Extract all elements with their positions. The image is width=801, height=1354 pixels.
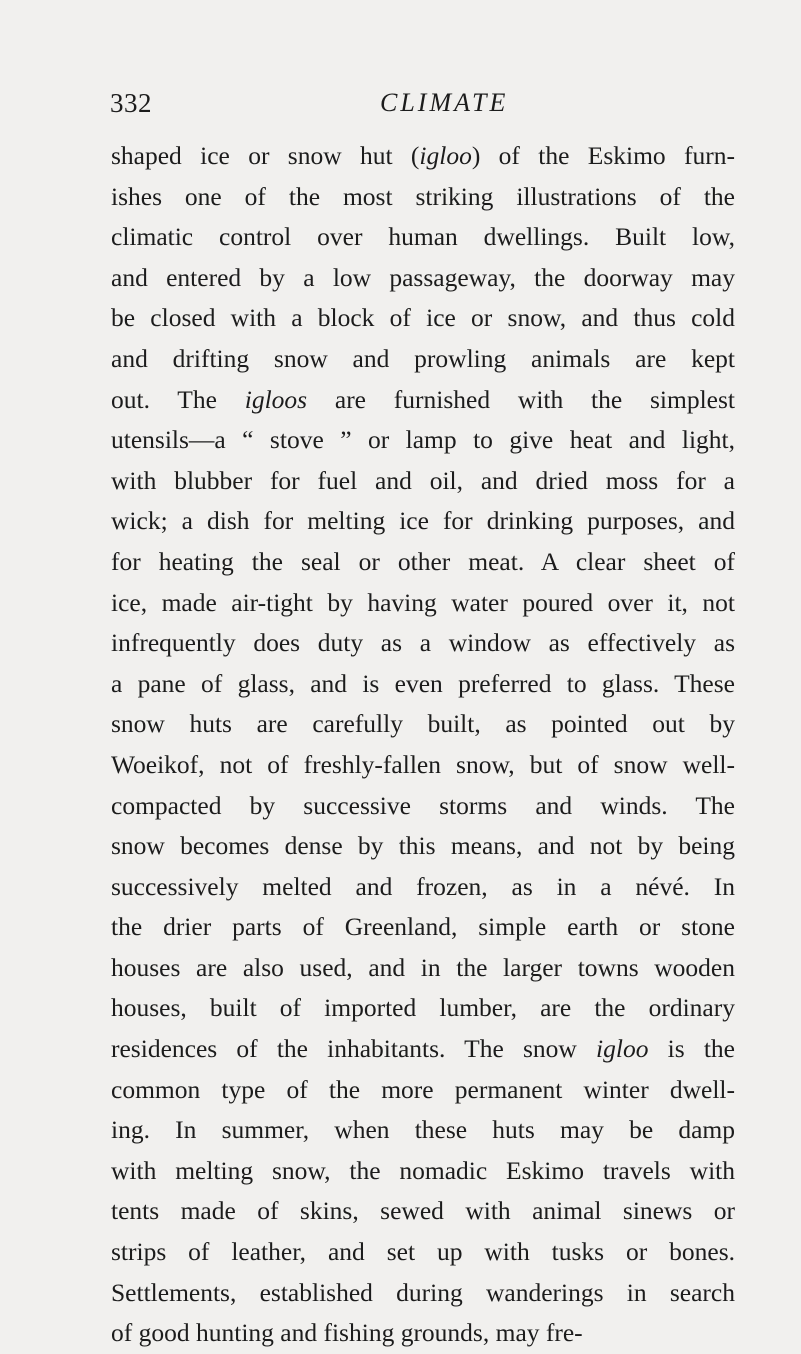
text-run: be closed with a block of ice or snow, and thus cold [111,303,735,333]
text-run: for heating the seal or other meat. A clear sheet of [111,546,735,576]
text-line [111,1232,735,1273]
text-run: of good hunting and fishing grounds, may fre- [111,1318,583,1348]
text-line [111,907,735,948]
text-run: out. The [111,384,245,414]
text-run: the drier parts of Greenland, simple earth or stone [111,912,735,942]
text-line [111,1029,735,1070]
text-line [111,867,735,908]
text-run: ishes one of the most striking illustrations of the [111,181,735,211]
text-line [111,217,735,258]
italic-term: igloo [596,1034,649,1064]
text-run: compacted by successive storms and winds. The [111,790,735,820]
text-run: Woeikof, not of freshly-fallen snow, but of snow well- [111,749,735,779]
text-line [111,1191,735,1232]
text-line [111,1151,735,1192]
text-line [111,177,735,218]
text-run: utensils—a “ stove ” or lamp to give heat and light, [111,425,735,455]
text-run: are furnished with the simplest [307,384,735,414]
text-line [111,501,735,542]
text-run: successively melted and frozen, as in a névé. In [111,871,735,901]
text-run: and drifting snow and prowling animals are kept [111,343,735,373]
text-run: and entered by a low passageway, the doorway may [111,262,735,292]
text-line [111,380,735,421]
text-run: Settlements, established during wanderings in search [111,1277,735,1307]
italic-term: igloos [244,384,308,414]
text-run: climatic control over human dwellings. Built low, [111,222,735,252]
text-line [111,826,735,867]
text-run: wick; a dish for melting ice for drinking purposes, and [111,506,735,536]
text-run: residences of the inhabitants. The snow [111,1034,597,1064]
text-line [111,1273,735,1314]
text-line [111,786,735,827]
text-run: strips of leather, and set up with tusks or bones. [111,1237,735,1267]
text-line [111,339,735,380]
text-run: ice, made air-tight by having water poured over it, not [111,587,735,617]
text-run: houses, built of imported lumber, are the ordinary [111,993,735,1023]
text-line [111,420,735,461]
text-line [111,745,735,786]
page-header [110,88,730,124]
text-line [111,136,735,177]
text-line [111,542,735,583]
page-number: 332 [110,88,152,118]
text-line [111,623,735,664]
text-run: tents made of skins, sewed with animal sinews or [111,1196,735,1226]
text-run: common type of the more permanent winter dwell- [111,1074,735,1104]
text-line [111,1313,735,1354]
running-head: CLIMATE [380,88,509,117]
text-line [111,664,735,705]
text-line [111,948,735,989]
text-line [111,583,735,624]
text-run: is the [648,1034,735,1064]
text-run: with melting snow, the nomadic Eskimo travels with [111,1155,735,1185]
text-run: ing. In summer, when these huts may be damp [111,1115,735,1145]
body-text [111,136,735,1354]
text-run: houses are also used, and in the larger towns wooden [111,952,735,982]
text-line [111,298,735,339]
text-line [111,1110,735,1151]
text-line [111,988,735,1029]
text-line [111,258,735,299]
text-line [111,704,735,745]
text-run: with blubber for fuel and oil, and dried moss for a [111,465,735,495]
text-line [111,1070,735,1111]
text-run: a pane of glass, and is even preferred to glass. These [111,668,735,698]
text-run: snow huts are carefully built, as pointed out by [111,709,735,739]
italic-term: igloo [419,141,472,170]
text-run: infrequently does duty as a window as effectively as [111,628,735,658]
text-line [111,461,735,502]
text-run: shaped ice or snow hut ( [111,141,420,170]
text-run: ) of the Eskimo furn- [471,141,735,170]
text-run: snow becomes dense by this means, and not by being [111,831,735,861]
